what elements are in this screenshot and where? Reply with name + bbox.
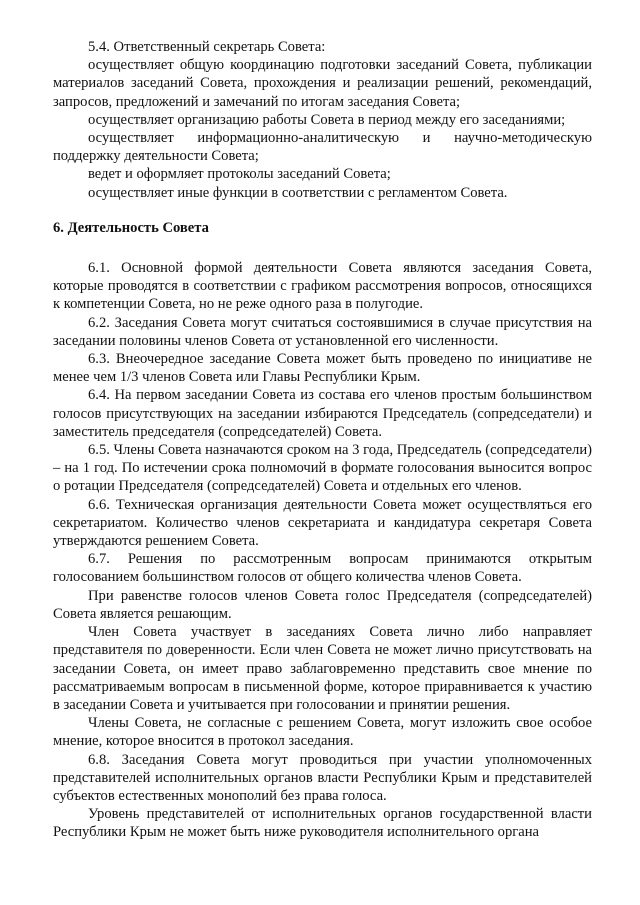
paragraph-6-5: 6.5. Члены Совета назначаются сроком на 3 года, Председатель (сопредседатели) – на 1 год. По истечении срока полномочий в формате голосования выносится вопрос о ротации Председателя (сопредседателей) Совета и отдельных его членов. [53,442,592,495]
paragraph-6-1: 6.1. Основной формой деятельности Совета являются заседания Совета, которые проводятся в соответствии с графиком рассмотрения вопросов, относящихся к компетенции Совета, но не реже одного раза в полугодие. [53,260,592,313]
paragraph-5-4-organization: осуществляет организацию работы Совета в период между его заседаниями; [88,111,566,128]
section-6-heading: 6. Деятельность Совета [53,219,209,236]
paragraph-5-4-coordination: осуществляет общую координацию подготовки заседаний Совета, публикации материалов заседаний Совета, прохождения и реализации решений, рекомендаций, запросов, предложений и замечаний по итогам заседания Совета; [53,57,592,110]
paragraph-6-8-representatives-level: Уровень представителей от исполнительных органов государственной власти Республики Крым не может быть ниже руководителя исполнительного органа [53,806,592,841]
paragraph-6-8: 6.8. Заседания Совета могут проводиться при участии уполномоченных представителей исполнительных органов власти Республики Крым и представителей субъектов естественных монополий без права голоса. [53,751,592,804]
paragraph-6-2: 6.2. Заседания Совета могут считаться состоявшимися в случае присутствия на заседании половины членов Совета от установленной его численности. [53,314,592,349]
section-5-block [53,38,592,202]
paragraph-6-7-tie-vote: При равенстве голосов членов Совета голос Председателя (сопредседателей) Совета является решающим. [53,587,592,622]
paragraph-6-4: 6.4. На первом заседании Совета из состава его членов простым большинством голосов присутствующих на заседании избираются Председатель (сопредседатели) и заместитель председателя (сопредседателей) Совета. [53,387,592,440]
paragraph-5-4-title: 5.4. Ответственный секретарь Совета: [88,39,326,55]
section-6-block [53,259,592,842]
paragraph-5-4-protocols: ведет и оформляет протоколы заседаний Совета; [88,166,391,183]
paragraph-6-7-member-participation: Член Совета участвует в заседаниях Совета лично либо направляет представителя по доверенности. Если член Совета не может лично присутствовать на заседании Совета, он имеет право заблаговременно представить свое мнение по рассматриваемым вопросам в письменной форме, которое приравнивается к участию в заседании Совета и учитывается при голосовании и принятии решения. [53,624,592,713]
paragraph-5-4-other-functions: осуществляет иные функции в соответствии с регламентом Совета. [88,184,508,201]
paragraph-6-3: 6.3. Внеочередное заседание Совета может быть проведено по инициативе не менее чем 1/3 членов Совета или Главы Республики Крым. [53,351,592,386]
paragraph-6-6: 6.6. Техническая организация деятельности Совета может осуществляться его секретариатом. Количество членов секретариата и кандидатура секретаря Совета утверждаются решением Совета. [53,496,592,550]
paragraph-5-4-support: осуществляет информационно-аналитическую и научно-методическую поддержку деятельности Совета; [53,130,592,165]
paragraph-6-7-dissenting-opinion: Члены Совета, не согласные с решением Совета, могут изложить свое особое мнение, которое вносится в протокол заседания. [53,715,592,750]
paragraph-6-7: 6.7. Решения по рассмотренным вопросам принимаются открытым голосованием большинством голосов от общего количества членов Совета. [53,551,592,586]
